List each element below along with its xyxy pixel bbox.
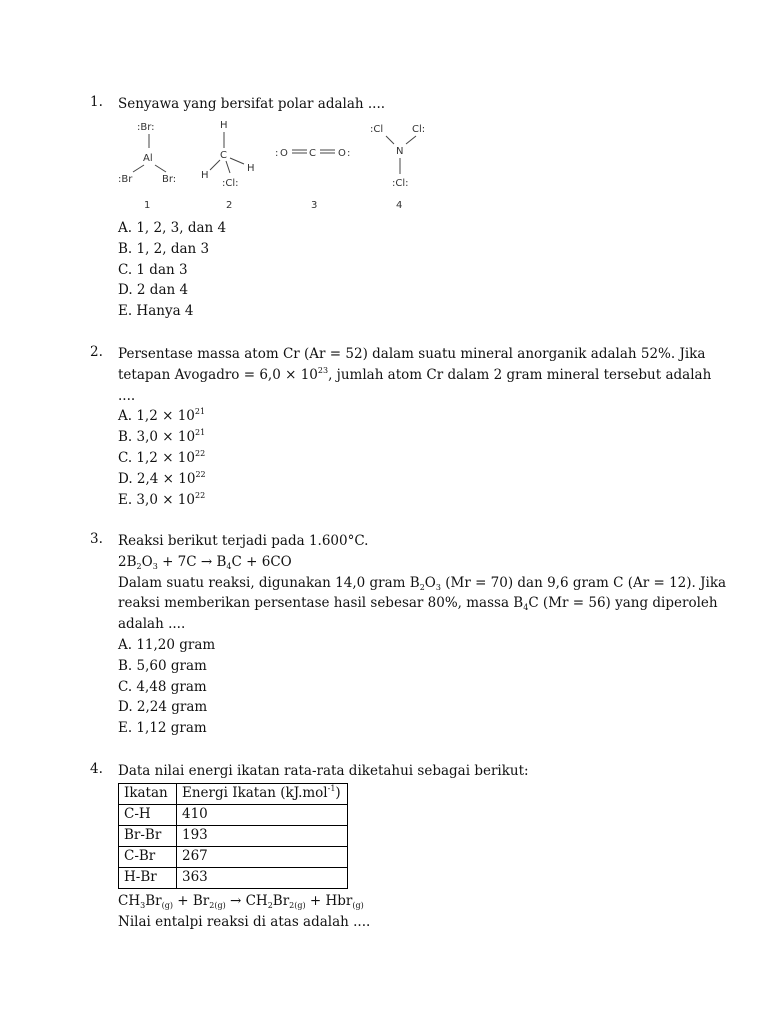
option-e[interactable]: E. 1,12 gram: [118, 720, 207, 737]
table-cell-energy: 193: [177, 825, 348, 846]
question-number: 1.: [90, 94, 103, 110]
option-c[interactable]: C. $1,2 \times 10^{22}$: [118, 448, 206, 466]
question-text-line-2: tetapan Avogadro = $6,0 \times 10^{23}$, jumlah atom Cr dalam 2 gram mineral tersebut adalah: [118, 365, 712, 383]
question-text-line-5: adalah ....: [118, 616, 186, 633]
atom-n: N: [396, 146, 404, 157]
atom-br-right: Br:: [162, 174, 177, 185]
option-c[interactable]: C. 4,48 gram: [118, 678, 207, 695]
table-header-cell: Energi Ikatan (kJ.mol$^{-1}$): [177, 783, 348, 804]
question-text-line-1: Reaksi berikut terjadi pada 1.600°C.: [118, 533, 369, 549]
atom-br-left: :Br: [118, 174, 133, 185]
atom-o-left: O: [280, 148, 288, 159]
atom-c: C: [309, 148, 316, 159]
option-b[interactable]: B. 1, 2, dan 3: [118, 240, 210, 257]
structure-2: [201, 120, 255, 211]
question-text: Senyawa yang bersifat polar adalah ....: [118, 96, 386, 112]
lewis-structures-figure: [112, 116, 442, 216]
structure-1: [118, 122, 176, 211]
option-a[interactable]: A. 1, 2, 3, dan 4: [118, 220, 227, 236]
question-prompt: Nilai entalpi reaksi di atas adalah ....: [118, 913, 371, 930]
atom-cl: :Cl:: [222, 178, 239, 189]
table-cell-energy: 267: [177, 846, 348, 867]
atom-h-top: H: [220, 120, 228, 131]
structure-4: [370, 124, 425, 211]
question-text-line-1: Data nilai energi ikatan rata-rata diketahui sebagai berikut:: [118, 763, 529, 779]
bond-energy-table: [118, 783, 348, 889]
table-cell-bond: H-Br: [119, 867, 177, 888]
option-b[interactable]: B. $3,0 \times 10^{21}$: [118, 428, 206, 446]
atom-cl-left: :Cl: [370, 124, 384, 135]
question-text-line-3: ....: [118, 387, 136, 404]
atom-al: Al: [143, 153, 153, 164]
option-a[interactable]: A. 11,20 gram: [118, 636, 216, 653]
option-d[interactable]: D. 2,24 gram: [118, 699, 208, 716]
question-number: 2.: [90, 344, 103, 360]
atom-c: C: [220, 150, 227, 161]
option-a[interactable]: A. $1,2 \times 10^{21}$: [118, 407, 206, 425]
atom-o-right: O: [338, 148, 346, 159]
structure-3: [275, 148, 350, 211]
reaction-equation: $2B_2O_3 + 7C \to B_4C + 6CO$: [118, 553, 292, 571]
table-cell-bond: C-Br: [119, 846, 177, 867]
atom-h-right: H: [247, 163, 255, 174]
option-c[interactable]: C. 1 dan 3: [118, 261, 188, 278]
table-cell-bond: Br-Br: [119, 825, 177, 846]
table-header-cell: Ikatan: [119, 783, 177, 804]
structure-label: 3: [311, 200, 318, 211]
table-cell-bond: C-H: [119, 804, 177, 825]
structure-label: 2: [226, 200, 233, 211]
atom-br-top: :Br:: [137, 122, 155, 133]
option-b[interactable]: B. 5,60 gram: [118, 657, 207, 674]
table-row: [119, 846, 348, 867]
table-header-row: [119, 783, 348, 804]
svg-text::: :: [347, 148, 351, 159]
table-row: [119, 825, 348, 846]
table-cell-energy: 363: [177, 867, 348, 888]
question-number: 3.: [90, 531, 103, 547]
option-e[interactable]: E. Hanya 4: [118, 303, 194, 320]
option-d[interactable]: D. 2 dan 4: [118, 282, 189, 299]
svg-text::: :: [275, 148, 279, 159]
option-d[interactable]: D. $2,4 \times 10^{22}$: [118, 469, 206, 487]
option-e[interactable]: E. $3,0 \times 10^{22}$: [118, 490, 206, 508]
table-row: [119, 867, 348, 888]
atom-h-left: H: [201, 170, 209, 181]
structure-label: 4: [396, 200, 403, 211]
reaction-equation: $CH_3Br_{(g)} + Br_{2(g)} \to CH_2Br_{2(g)} + Hbr_{(g)}$: [118, 892, 364, 910]
structure-label: 1: [144, 200, 151, 211]
question-number: 4.: [90, 761, 103, 777]
atom-cl-right: Cl:: [412, 124, 426, 135]
atom-cl-bottom: :Cl:: [392, 178, 409, 189]
question-text-line-1: Persentase massa atom Cr (Ar = 52) dalam suatu mineral anorganik adalah 52%. Jika: [118, 346, 706, 362]
table-row: [119, 804, 348, 825]
question-text-line-4: reaksi memberikan persentase hasil sebesar 80%, massa $B_4C$ (Mr = 56) yang diperoleh: [118, 595, 718, 613]
question-text-line-3: Dalam suatu reaksi, digunakan 14,0 gram $B_2O_3$ (Mr = 70) dan 9,6 gram C (Ar = 12). Jika: [118, 574, 727, 592]
table-cell-energy: 410: [177, 804, 348, 825]
